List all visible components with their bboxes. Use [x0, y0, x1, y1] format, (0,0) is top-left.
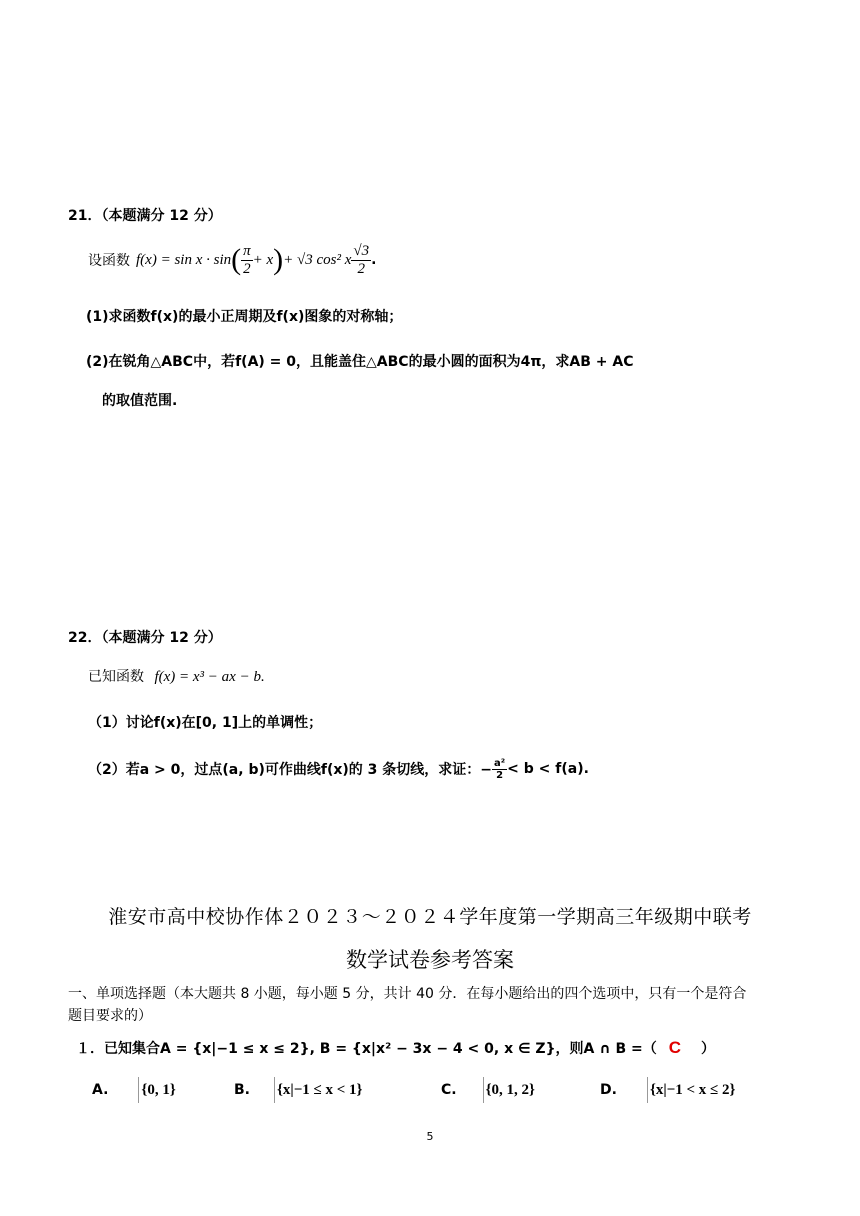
option-b-label: B. [234, 1082, 250, 1098]
q21-frac-s3 [351, 243, 371, 277]
q22-part2-frac [492, 758, 507, 781]
q22-part2-frac-num: a² [494, 757, 506, 769]
section1-line2: 题目要求的） [68, 1008, 152, 1024]
q22-func: f(x) = x³ − ax − b. [154, 669, 265, 685]
q21-func-end: . [371, 252, 377, 268]
q21-frac-s3-den: 2 [357, 260, 366, 277]
page-number: 5 [426, 1130, 434, 1143]
option-b-value: {x|−1 ≤ x < 1} [277, 1081, 363, 1098]
option-c-label: C. [441, 1082, 457, 1098]
q21-part2-line1: (2)在锐角△ABC中，若f(A) = 0，且能盖住△ABC的最小圆的面积为4π，求AB + AC [86, 354, 634, 370]
q21-heading: 21．（本题满分 12 分） [68, 208, 222, 224]
q22-part1: （1）讨论f(x)在[0, 1]上的单调性； [88, 715, 323, 731]
q21-paren-close: ) [273, 243, 284, 276]
q21-frac-s3-num: √3 [353, 243, 370, 259]
q21-function-line [88, 238, 376, 282]
q21-frac-pi [241, 243, 253, 277]
q22-part2 [88, 752, 589, 786]
section1-line1: 一、单项选择题（本大题共 8 小题，每小题 5 分，共计 40 分．在每小题给出的四个选项中，只有一个是符合 [68, 986, 747, 1002]
q22-intro: 已知函数 [88, 669, 144, 685]
q22-part2-frac-den: 2 [496, 769, 504, 781]
q21-intro: 设函数 [88, 253, 130, 269]
q22-function-line [88, 666, 265, 686]
option-a-value: {0, 1} [141, 1081, 176, 1098]
option-b [234, 1077, 362, 1103]
q22-heading: 22．（本题满分 12 分） [68, 630, 222, 646]
option-d [600, 1077, 735, 1103]
option-a-label: A. [92, 1082, 109, 1098]
q22-part2-pre: （2）若a > 0，过点(a, b)可作曲线f(x)的 3 条切线，求证：− [88, 762, 493, 778]
q1-line [76, 1038, 715, 1058]
q21-func-pre: f(x) = sin x · sin [136, 251, 232, 268]
q21-paren-open: ( [231, 243, 242, 276]
q1-text: １．已知集合A = {x|−1 ≤ x ≤ 2}, B = {x|x² − 3x − 4 < 0, x ∈ Z}，则A ∩ B =（ [76, 1041, 657, 1057]
q21-frac-pi-num: π [243, 243, 251, 259]
option-c-value: {0, 1, 2} [485, 1081, 535, 1098]
q21-part1: (1)求函数f(x)的最小正周期及f(x)图象的对称轴； [86, 309, 403, 325]
q21-func-mid: + √3 cos² x [283, 251, 352, 268]
option-c [441, 1077, 535, 1103]
q1-close: ） [701, 1041, 716, 1057]
q21-part2-line2: 的取值范围. [102, 393, 178, 409]
q22-part2-post: < b < f(a). [507, 761, 589, 777]
option-d-label: D. [600, 1082, 617, 1098]
answer-title-line1: 淮安市高中校协作体２０２３～２０２４学年度第一学期高三年级期中联考 [108, 906, 752, 928]
q21-frac-pi-den: 2 [243, 260, 251, 277]
option-a [92, 1077, 176, 1103]
q21-paren-inner: + x [252, 251, 274, 268]
option-d-value: {x|−1 < x ≤ 2} [649, 1081, 736, 1098]
answer-title-line2: 数学试卷参考答案 [346, 948, 514, 972]
q1-answer: C [668, 1038, 682, 1057]
